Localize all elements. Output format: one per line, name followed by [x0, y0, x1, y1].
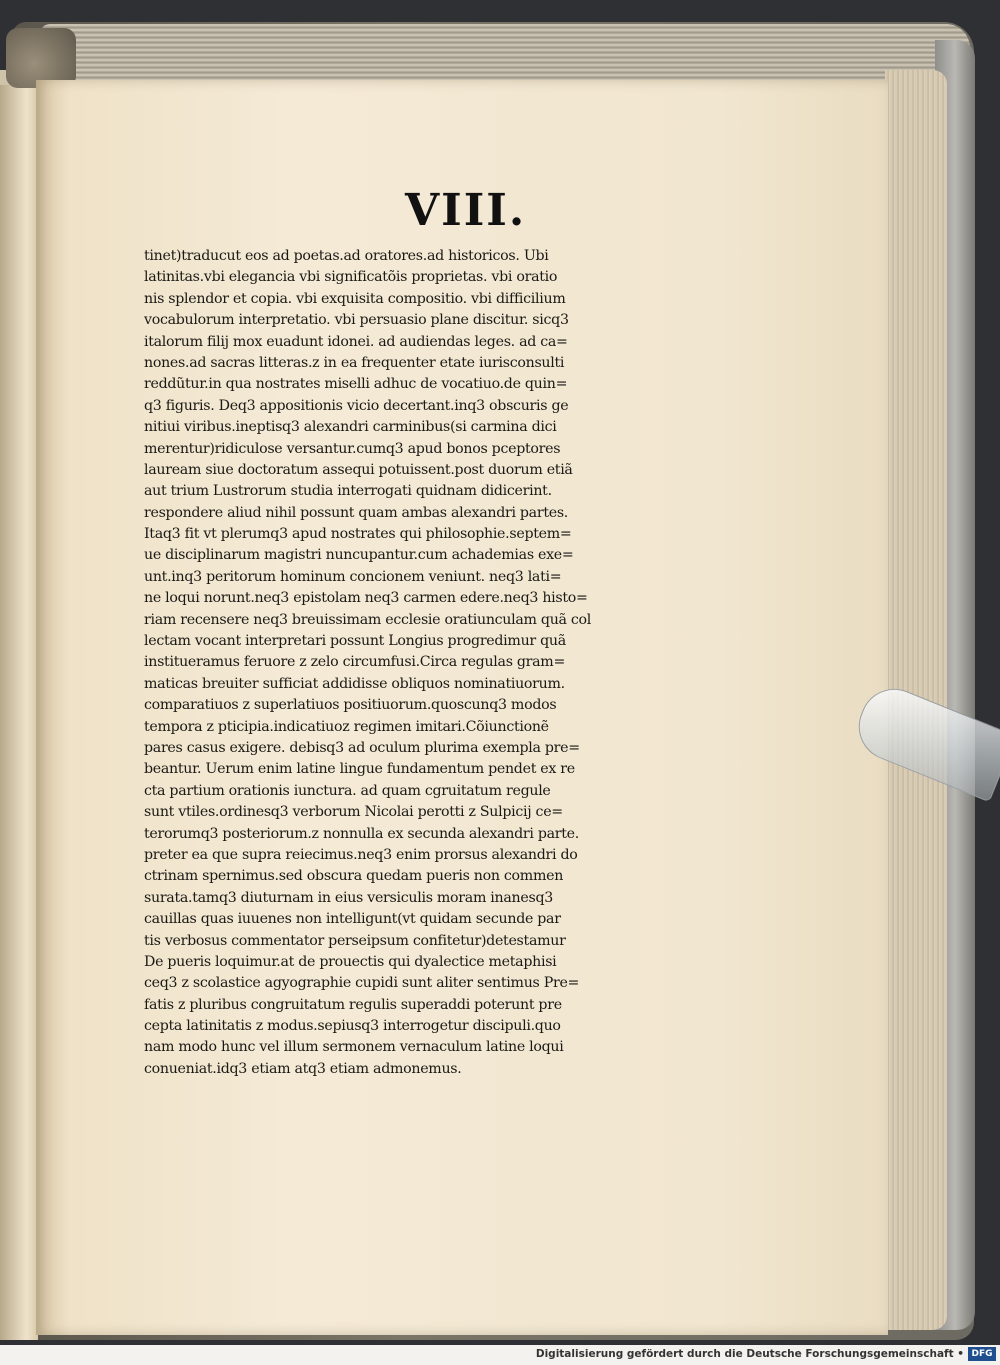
text-line: pares casus exigere. debisq3 ad oculum plurima exempla pre= [144, 739, 580, 756]
text-line: italorum filij mox euadunt idonei. ad audiendas leges. ad ca= [144, 333, 568, 350]
text-line: q3 figuris. Deq3 appositionis vicio decertant.inq3 obscuris ge [144, 397, 569, 414]
text-line: institueramus feruore z zelo circumfusi.Circa regulas gram= [144, 654, 566, 671]
text-line: respondere aliud nihil possunt quam ambas alexandri partes. [144, 504, 569, 521]
text-line: sunt vtiles.ordinesq3 verborum Nicolai perotti z Sulpicij ce= [144, 804, 563, 821]
text-line: lauream siue doctoratum assequi potuissent.post duorum etiã [144, 461, 573, 478]
text-block [144, 246, 716, 1080]
text-line: maticas breuiter sufficiat addidisse obliquos nominatiuorum. [144, 675, 565, 692]
text-line: unt.inq3 peritorum hominum concionem veniunt. neq3 lati= [144, 568, 562, 585]
text-line: riam recensere neq3 breuissimam ecclesie oratiunculam quã col [144, 611, 592, 628]
text-line: tis verbosus commentator perseipsum confitetur)detestamur [144, 932, 566, 949]
text-line: cauillas quas iuuenes non intelligunt(vt quidam secunde par [144, 911, 561, 928]
left-page [0, 85, 38, 1340]
folio-number: VIII. [405, 185, 527, 236]
text-line: latinitas.vbi elegancia vbi significatõis proprietas. vbi oratio [144, 269, 558, 286]
dfg-credit: Digitalisierung gefördert durch die Deutsche Forschungsgemeinschaft • [535, 1348, 964, 1360]
text-line: ctrinam spernimus.sed obscura quedam pueris non commen [144, 868, 564, 885]
text-line: ne loqui norunt.neq3 epistolam neq3 carmen edere.neq3 histo= [144, 590, 588, 607]
text-line: Itaq3 fit vt plerumq3 apud nostrates qui philosophie.septem= [144, 526, 572, 543]
text-line: surata.tamq3 diuturnam in eius versiculis moram inanesq3 [144, 889, 553, 906]
text-line: terorumq3 posteriorum.z nonnulla ex secunda alexandri parte. [144, 825, 579, 842]
text-line: merentur)ridiculose versantur.cumq3 apud bonos pceptores [144, 440, 561, 457]
text-line: De pueris loquimur.at de prouectis qui dyalectice metaphisi [144, 953, 557, 970]
text-line: tinet)traducut eos ad poetas.ad oratores.ad historicos. Ubi [144, 248, 549, 264]
text-line: nis splendor et copia. vbi exquisita compositio. vbi difficilium [144, 290, 566, 307]
text-line: fatis z pluribus congruitatum regulis superaddi poterunt pre [144, 996, 562, 1013]
text-line: nitiui viribus.ineptisq3 alexandri carminibus(si carmina dici [144, 419, 557, 436]
book-top-edge [40, 24, 970, 84]
text-line: nam modo hunc vel illum sermonem vernaculum latine loqui [144, 1039, 564, 1056]
text-line: conueniat.idq3 etiam atq3 etiam admonemus. [144, 1060, 462, 1077]
text-line: ceq3 z scolastice agyographie cupidi sunt aliter sentimus Pre= [144, 975, 580, 992]
text-line: nones.ad sacras litteras.z in ea frequenter etate iurisconsulti [144, 354, 565, 371]
text-line: lectam vocant interpretari possunt Longius progredimur quã [144, 633, 566, 650]
dfg-logo: DFG [968, 1347, 996, 1361]
text-line: vocabulorum interpretatio. vbi persuasio plane discitur. sicq3 [144, 312, 569, 329]
text-line: cta partium orationis iunctura. ad quam cgruitatum regule [144, 782, 551, 799]
text-line: cepta latinitatis z modus.sepiusq3 interrogetur discipuli.quo [144, 1018, 561, 1035]
text-line: aut trium Lustrorum studia interrogati quidnam didicerint. [144, 483, 552, 500]
text-line: beantur. Uerum enim latine lingue fundamentum pendet ex re [144, 761, 575, 778]
text-line: preter ea que supra reiecimus.neq3 enim prorsus alexandri do [144, 846, 578, 863]
text-line: tempora z pticipia.indicatiuoz regimen imitari.Cõiunctionẽ [144, 718, 549, 735]
headband [6, 28, 76, 88]
text-line: ue disciplinarum magistri nuncupantur.cum achademias exe= [144, 547, 574, 564]
text-line: comparatiuos z superlatiuos positiuorum.quoscunq3 modos [144, 697, 557, 714]
text-line: reddũtur.in qua nostrates miselli adhuc de vocatiuo.de quin= [144, 376, 568, 393]
